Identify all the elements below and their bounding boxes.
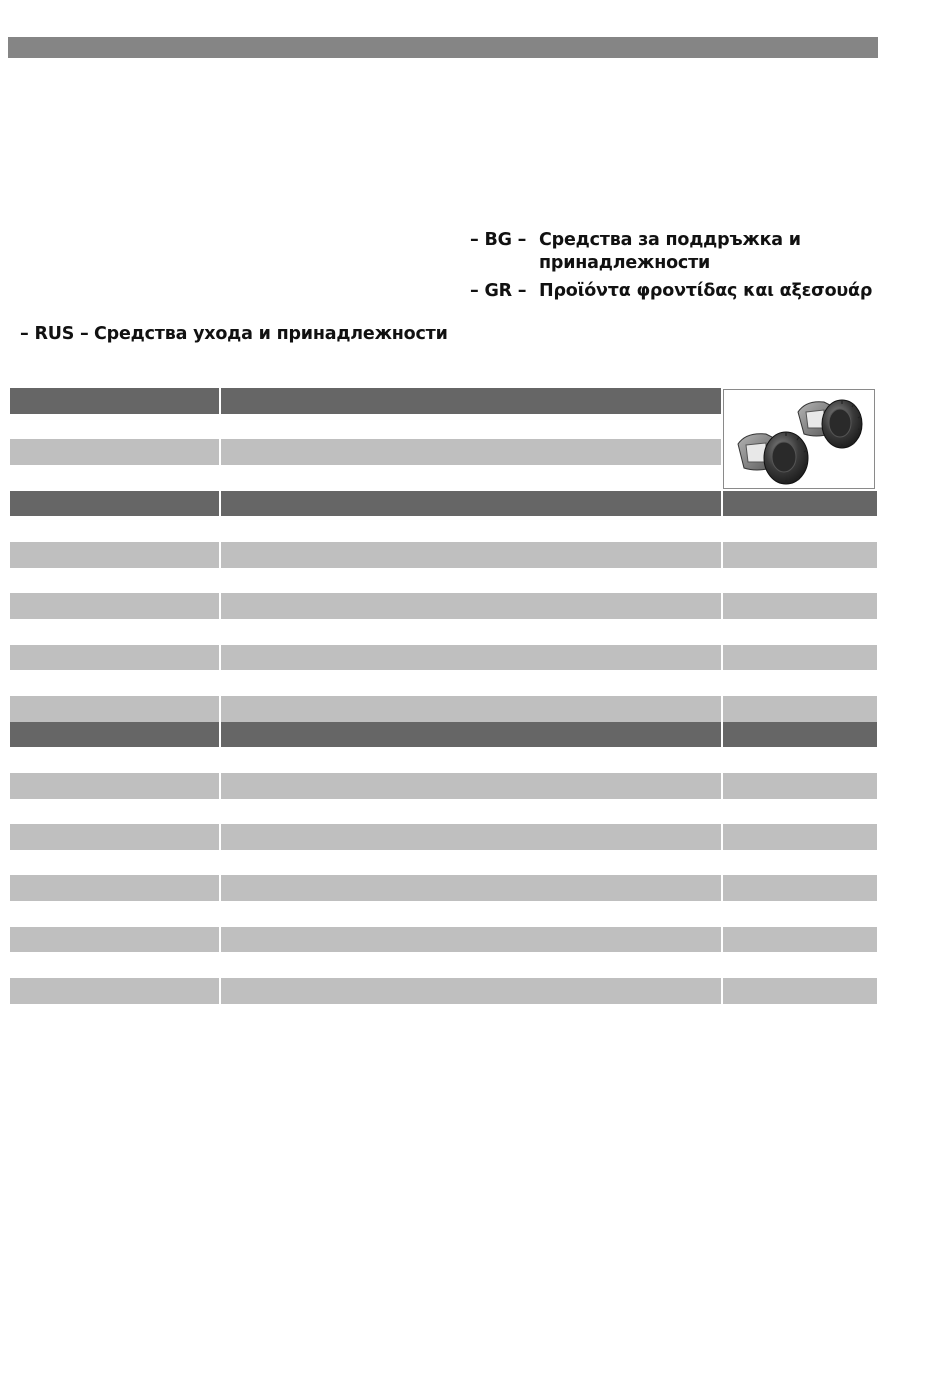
table-row: [10, 747, 877, 773]
title-rus: Средства ухода и принадлежности: [94, 324, 448, 344]
table-cell: [221, 850, 721, 876]
table-cell: [221, 619, 721, 645]
table-cell: [221, 799, 721, 825]
table-row: [10, 593, 877, 619]
table-cell: [221, 465, 721, 491]
table-cell: [10, 619, 219, 645]
table-cell: [10, 491, 219, 517]
lang-code-rus: – RUS –: [20, 324, 89, 344]
table-cell: [10, 722, 219, 748]
table-cell: [10, 850, 219, 876]
table-cell: [221, 978, 721, 1004]
table-cell: [221, 747, 721, 773]
table-cell: [10, 414, 219, 440]
heading-rus: [20, 323, 448, 347]
table-row: [10, 978, 877, 1004]
table-cell: [10, 439, 219, 465]
table-cell: [723, 824, 877, 850]
table-row: [10, 645, 877, 671]
table-cell: [10, 875, 219, 901]
table-cell: [221, 414, 721, 440]
table-row: [10, 619, 877, 645]
table-cell: [221, 722, 721, 748]
table-cell: [10, 901, 219, 927]
table-cell: [10, 952, 219, 978]
table-cell: [10, 388, 219, 414]
table-cell: [221, 645, 721, 671]
table-header-row: [10, 722, 877, 748]
table-cell: [723, 875, 877, 901]
title-gr: Προϊόντα φροντίδας και αξεσουάρ: [539, 281, 873, 301]
lang-code-gr: – GR –: [470, 281, 527, 301]
table-cell: [221, 491, 721, 517]
heading-gr: [470, 280, 890, 304]
table-cell: [221, 824, 721, 850]
table-row: [10, 824, 877, 850]
table-cell: [723, 722, 877, 748]
table-cell: [10, 696, 219, 722]
table-cell: [10, 773, 219, 799]
table-row: [10, 670, 877, 696]
table-cell: [723, 593, 877, 619]
table-row: [10, 850, 877, 876]
table-cell: [221, 388, 721, 414]
table-cell: [221, 875, 721, 901]
table-cell: [221, 696, 721, 722]
table-row: [10, 875, 877, 901]
top-rule-bar: [8, 37, 878, 58]
product-image: [723, 389, 875, 489]
table-cell: [723, 542, 877, 568]
table-row: [10, 568, 877, 594]
table-row: [10, 516, 877, 542]
table-cell: [10, 824, 219, 850]
table-cell: [221, 516, 721, 542]
table-cell: [221, 593, 721, 619]
table-cell: [723, 952, 877, 978]
table-cell: [723, 670, 877, 696]
table-cell: [723, 978, 877, 1004]
table-cell: [221, 542, 721, 568]
table-cell: [10, 516, 219, 542]
table-cell: [723, 645, 877, 671]
table-cell: [723, 516, 877, 542]
table-cell: [723, 747, 877, 773]
table-row: [10, 799, 877, 825]
table-cell: [221, 952, 721, 978]
table-cell: [10, 978, 219, 1004]
table-row: [10, 927, 877, 953]
table-cell: [723, 773, 877, 799]
table-cell: [221, 568, 721, 594]
title-bg-line2: принадлежности: [539, 253, 711, 273]
title-bg-line1: Средства за поддръжка и: [539, 230, 801, 250]
table-cell: [10, 927, 219, 953]
table-row: [10, 901, 877, 927]
heading-bg: [470, 229, 870, 277]
table-cell: [10, 568, 219, 594]
table-cell: [723, 491, 877, 517]
table-cell: [723, 568, 877, 594]
wheel-clip-accessory-icon: [724, 390, 874, 488]
table-cell: [10, 645, 219, 671]
table-cell: [723, 619, 877, 645]
table-header-row: [10, 491, 877, 517]
table-row: [10, 952, 877, 978]
lang-code-bg: – BG –: [470, 230, 527, 250]
table-cell: [221, 773, 721, 799]
table-cell: [723, 850, 877, 876]
table-cell: [10, 670, 219, 696]
table-cell: [10, 542, 219, 568]
table-row: [10, 542, 877, 568]
table-cell: [723, 696, 877, 722]
table-cell: [723, 901, 877, 927]
table-cell: [723, 927, 877, 953]
table-cell: [221, 901, 721, 927]
table-cell: [10, 465, 219, 491]
table-row: [10, 696, 877, 722]
table-cell: [10, 593, 219, 619]
table-row: [10, 773, 877, 799]
table-cell: [221, 439, 721, 465]
table-cell: [221, 927, 721, 953]
table-cell: [10, 799, 219, 825]
table-cell: [10, 747, 219, 773]
table-cell: [221, 670, 721, 696]
table-cell: [723, 799, 877, 825]
